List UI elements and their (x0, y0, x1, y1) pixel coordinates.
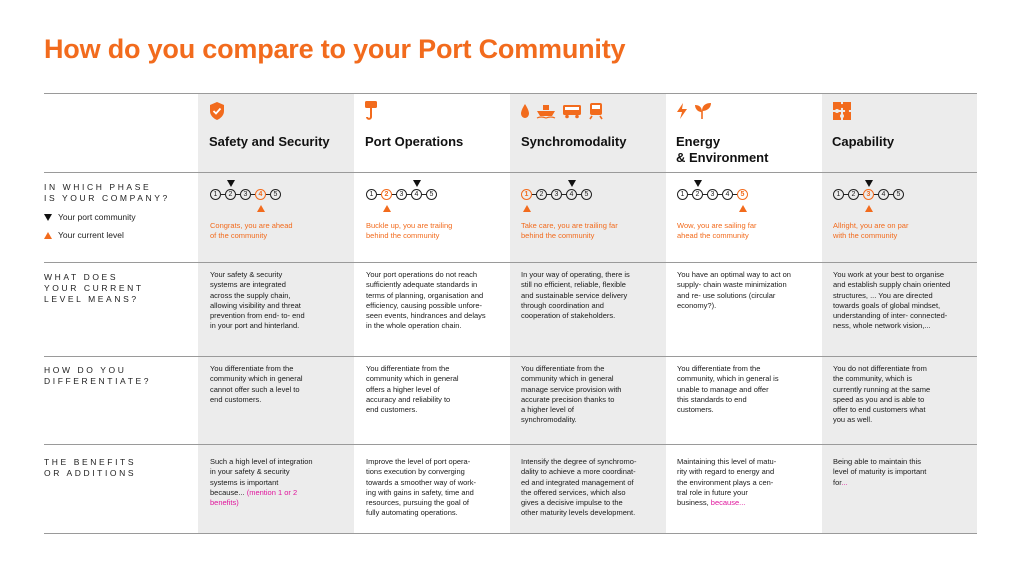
benefits-cell (366, 457, 494, 519)
means-text: You have an optimal way to act on supply- chain waste minimization and re- use solutions (circular economy?). (677, 270, 791, 310)
puzzle-icon (832, 101, 852, 121)
column-title-energy: Energy & Environment (676, 134, 769, 165)
divider (44, 533, 977, 534)
status-text: Congrats, you are ahead of the community (210, 221, 293, 240)
benefits-text: Being able to maintain this level of maturity is important for (833, 457, 927, 487)
crane-hook-icon (364, 100, 380, 122)
benefits-highlight: ... (841, 477, 848, 487)
triangle-up-icon (44, 232, 52, 239)
truck-icon (562, 103, 582, 119)
column-icon-port-operations (364, 100, 380, 122)
community-level-marker (413, 180, 421, 187)
scale-step-4: 4 (566, 189, 577, 200)
column-title-port-operations: Port Operations (365, 134, 464, 149)
drop-icon (520, 103, 530, 119)
scale-step-5: 5 (893, 189, 904, 200)
legend-community (44, 212, 136, 222)
scale-step-1: 1 (833, 189, 844, 200)
divider (44, 444, 977, 445)
scale-steps (833, 189, 904, 200)
scale-step-4: 4 (722, 189, 733, 200)
status-text: Take care, you are trailing far behind the community (521, 221, 618, 240)
means-text: Your safety & security systems are integrated across the supply chain, allowing visibility and threat prevention from end- to- end in your port and hinterland. (210, 270, 305, 331)
differentiate-text: You do not differentiate from the community, which is currently running at the same speed as you and is able to offer to end customers what you as well. (833, 364, 931, 425)
differentiate-text: You differentiate from the community which in general offers a higher level of accuracy and reliability to end customers. (366, 364, 459, 415)
legend-current (44, 230, 124, 240)
status-text: Buckle up, you are trailing behind the community (366, 221, 453, 240)
scale-step-2: 2 (692, 189, 703, 200)
scale-steps (677, 189, 748, 200)
differentiate-text: You differentiate from the community which in general cannot offer such a level to end customers. (210, 364, 303, 404)
benefits-text: Maintaining this level of matu- rity with regard to energy and the environment plays a cen- tral role in future your business, (677, 457, 777, 508)
scale-step-5: 5 (270, 189, 281, 200)
scale-step-5: 5 (426, 189, 437, 200)
benefits-cell (833, 457, 961, 488)
community-level-marker (865, 180, 873, 187)
current-level-marker (383, 205, 391, 212)
column-icon-safety (208, 100, 226, 122)
ship-icon (536, 103, 556, 119)
column-icon-energy (676, 100, 712, 122)
benefits-cell (677, 457, 805, 508)
row-label-phase: IN WHICH PHASE IS YOUR COMPANY? (44, 182, 170, 203)
scale-step-2: 2 (381, 189, 392, 200)
scale-step-1: 1 (366, 189, 377, 200)
scale-step-3: 3 (863, 189, 874, 200)
scale-step-5: 5 (581, 189, 592, 200)
scale-step-2: 2 (225, 189, 236, 200)
benefits-highlight: (mention 1 or 2 benefits) (210, 487, 298, 508)
row-label-differentiate: HOW DO YOU DIFFERENTIATE? (44, 365, 152, 386)
divider (44, 93, 977, 94)
column-title-synchromodality: Synchromodality (521, 134, 627, 149)
bolt-icon (676, 102, 688, 120)
scale-steps (210, 189, 281, 200)
divider (44, 172, 977, 173)
means-text: You work at your best to organise and establish supply chain oriented structures, ... You are directed towards goals of global mindset, understanding of inter- connected- ness, whole network vision,... (833, 270, 951, 331)
benefits-cell (521, 457, 649, 519)
scale-step-1: 1 (677, 189, 688, 200)
page-title: How do you compare to your Port Community (44, 34, 626, 64)
scale-step-4: 4 (255, 189, 266, 200)
benefits-text: Improve the level of port opera- tions execution by converging towards a smoother way of work- ing with gains in safety, time and resources, pursuing the goal of fully automating operations. (366, 457, 477, 518)
scale-steps (366, 189, 437, 200)
scale-step-1: 1 (521, 189, 532, 200)
scale-step-3: 3 (551, 189, 562, 200)
scale-step-2: 2 (536, 189, 547, 200)
differentiate-text: You differentiate from the community which in general manage service provision with accurate precision thanks to a higher level of synchromodality. (521, 364, 622, 425)
column-title-safety: Safety and Security (209, 134, 330, 149)
community-level-marker (568, 180, 576, 187)
scale-step-1: 1 (210, 189, 221, 200)
current-level-marker (865, 205, 873, 212)
leaf-icon (694, 102, 712, 120)
means-text: In your way of operating, there is still no efficient, reliable, flexible and sustainable service delivery through coordination and cooperation of stakeholders. (521, 270, 630, 321)
legend-community-label: Your port community (58, 212, 136, 222)
train-icon (588, 102, 604, 120)
scale-step-3: 3 (396, 189, 407, 200)
community-level-marker (694, 180, 702, 187)
scale-step-3: 3 (240, 189, 251, 200)
benefits-highlight: because... (708, 498, 746, 508)
benefits-text: Such a high level of integration in your safety & security systems is important because... (210, 457, 313, 497)
current-level-marker (523, 205, 531, 212)
community-level-marker (227, 180, 235, 187)
column-icon-capability (832, 100, 852, 122)
divider (44, 262, 977, 263)
means-text: Your port operations do not reach sufficiently adequate standards in terms of planning, organisation and efficiency, causing possible unfore- seen events, hindrances and delays in the whole operation chain. (366, 270, 486, 331)
scale-step-4: 4 (878, 189, 889, 200)
status-text: Wow, you are sailing far ahead the community (677, 221, 757, 240)
column-title-capability: Capability (832, 134, 895, 149)
column-icon-synchromodality (520, 100, 604, 122)
scale-step-2: 2 (848, 189, 859, 200)
differentiate-text: You differentiate from the community, which in general is unable to manage and offer this standards to end customers. (677, 364, 779, 415)
current-level-marker (739, 205, 747, 212)
benefits-text: Intensify the degree of synchromo- dality to achieve a more coordinat- ed and integrated management of the offered services, which also gives a decisive impulse to the other maturity levels development. (521, 457, 637, 518)
scale-steps (521, 189, 592, 200)
scale-step-4: 4 (411, 189, 422, 200)
row-label-benefits: THE BENEFITS OR ADDITIONS (44, 457, 137, 478)
scale-step-5: 5 (737, 189, 748, 200)
benefits-cell (210, 457, 338, 508)
legend-current-label: Your current level (58, 230, 124, 240)
row-label-means: WHAT DOES YOUR CURRENT LEVEL MEANS? (44, 272, 144, 304)
scale-step-3: 3 (707, 189, 718, 200)
current-level-marker (257, 205, 265, 212)
shield-check-icon (208, 101, 226, 121)
status-text: Allright, you are on par with the community (833, 221, 909, 240)
triangle-down-icon (44, 214, 52, 221)
divider (44, 356, 977, 357)
